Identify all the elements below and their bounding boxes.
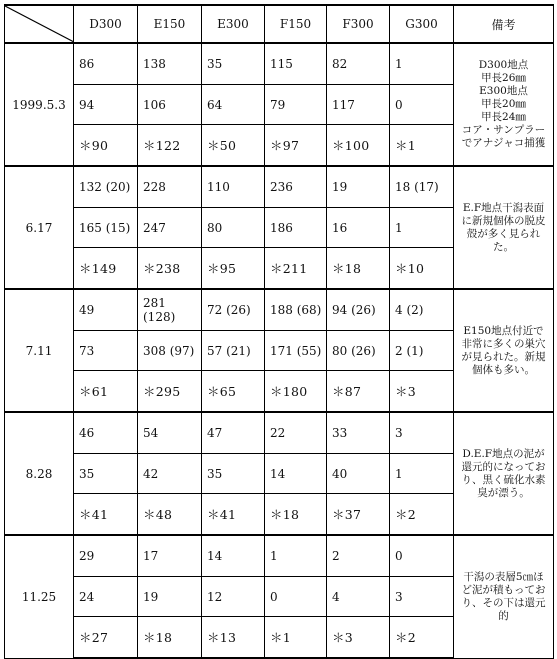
total-cell: ＊122 — [138, 125, 202, 167]
count-cell: 0 — [265, 577, 327, 617]
count-cell: 4 (2) — [390, 289, 454, 331]
count-cell: 94 (26) — [327, 289, 390, 331]
count-cell: 3 — [390, 412, 454, 454]
count-cell: 64 — [202, 85, 265, 125]
table-row — [5, 166, 554, 208]
remarks-line: 個体も多い。 — [472, 363, 535, 376]
count-cell: 308 (97) — [138, 331, 202, 371]
total-cell: ＊3 — [390, 371, 454, 413]
remarks-line: 的 — [498, 609, 509, 622]
remarks-line: り、その下は還元 — [461, 596, 546, 609]
count-cell: 281 (128) — [138, 289, 202, 331]
table-row — [5, 289, 554, 331]
diagonal-line-icon — [5, 6, 74, 42]
count-cell: 247 — [138, 208, 202, 248]
column-header: D300 — [74, 5, 138, 43]
total-cell: ＊95 — [202, 248, 265, 290]
total-cell: ＊41 — [202, 494, 265, 536]
count-cell: 4 — [327, 577, 390, 617]
count-cell: 12 — [202, 577, 265, 617]
date-cell: 7.11 — [5, 289, 74, 412]
remarks-line: 臭が漂う。 — [477, 486, 530, 499]
count-cell: 80 (26) — [327, 331, 390, 371]
total-cell: ＊65 — [202, 371, 265, 413]
count-cell: 19 — [327, 166, 390, 208]
count-cell: 33 — [327, 412, 390, 454]
count-cell: 29 — [74, 535, 138, 577]
count-cell: 19 — [138, 577, 202, 617]
total-cell: ＊27 — [74, 617, 138, 659]
count-cell: 106 — [138, 85, 202, 125]
count-cell: 165 (15) — [74, 208, 138, 248]
date-cell: 11.25 — [5, 535, 74, 658]
count-cell: 2 (1) — [390, 331, 454, 371]
total-cell: ＊61 — [74, 371, 138, 413]
total-cell: ＊1 — [265, 617, 327, 659]
count-cell: 115 — [265, 43, 327, 85]
total-cell: ＊50 — [202, 125, 265, 167]
count-cell: 236 — [265, 166, 327, 208]
date-cell: 6.17 — [5, 166, 74, 289]
remarks-cell — [454, 412, 554, 535]
remarks-line: でアナジャコ捕獲 — [461, 137, 546, 149]
count-cell: 14 — [265, 454, 327, 494]
remarks-header: 備考 — [454, 5, 554, 43]
count-cell: 80 — [202, 208, 265, 248]
survey-table-container — [4, 4, 554, 659]
total-cell: ＊238 — [138, 248, 202, 290]
count-cell: 94 — [74, 85, 138, 125]
count-cell: 1 — [390, 43, 454, 85]
column-header: F300 — [327, 5, 390, 43]
count-cell: 57 (21) — [202, 331, 265, 371]
remarks-line: E150地点付近で — [463, 324, 544, 337]
count-cell: 0 — [390, 535, 454, 577]
count-cell: 46 — [74, 412, 138, 454]
total-cell: ＊48 — [138, 494, 202, 536]
survey-table — [4, 4, 554, 659]
count-cell: 40 — [327, 454, 390, 494]
total-cell: ＊2 — [390, 617, 454, 659]
count-cell: 1 — [390, 454, 454, 494]
count-cell: 22 — [265, 412, 327, 454]
count-cell: 42 — [138, 454, 202, 494]
total-cell: ＊18 — [138, 617, 202, 659]
remarks-line: 還元的になってお — [461, 460, 546, 473]
total-cell: ＊180 — [265, 371, 327, 413]
total-cell: ＊13 — [202, 617, 265, 659]
remarks-line: E300地点 — [479, 85, 528, 97]
count-cell: 24 — [74, 577, 138, 617]
total-cell: ＊18 — [265, 494, 327, 536]
remarks-line: 非常に多くの巣穴 — [461, 337, 546, 350]
remarks-line: 干潟の表層5㎝ほ — [463, 570, 544, 583]
column-header: G300 — [390, 5, 454, 43]
total-cell: ＊1 — [390, 125, 454, 167]
remarks-cell — [454, 289, 554, 412]
total-cell: ＊3 — [327, 617, 390, 659]
header-row — [5, 5, 554, 43]
count-cell: 73 — [74, 331, 138, 371]
table-row — [5, 43, 554, 85]
count-cell: 132 (20) — [74, 166, 138, 208]
total-cell: ＊97 — [265, 125, 327, 167]
count-cell: 14 — [202, 535, 265, 577]
count-cell: 171 (55) — [265, 331, 327, 371]
remarks-line: 甲長24㎜ — [481, 111, 526, 123]
column-header: F150 — [265, 5, 327, 43]
total-cell: ＊18 — [327, 248, 390, 290]
count-cell: 1 — [265, 535, 327, 577]
count-cell: 86 — [74, 43, 138, 85]
remarks-line: た。 — [493, 240, 514, 253]
count-cell: 0 — [390, 85, 454, 125]
remarks-line: り、黒く硫化水素 — [461, 473, 546, 486]
remarks-line: 甲長26㎜ — [481, 72, 526, 84]
total-cell: ＊41 — [74, 494, 138, 536]
count-cell: 49 — [74, 289, 138, 331]
diagonal-corner-cell — [5, 5, 74, 43]
count-cell: 110 — [202, 166, 265, 208]
count-cell: 138 — [138, 43, 202, 85]
remarks-cell — [454, 43, 554, 166]
column-header: E300 — [202, 5, 265, 43]
count-cell: 47 — [202, 412, 265, 454]
date-cell: 8.28 — [5, 412, 74, 535]
count-cell: 79 — [265, 85, 327, 125]
count-cell: 186 — [265, 208, 327, 248]
count-cell: 17 — [138, 535, 202, 577]
count-cell: 16 — [327, 208, 390, 248]
total-cell: ＊149 — [74, 248, 138, 290]
total-cell: ＊295 — [138, 371, 202, 413]
table-row — [5, 535, 554, 577]
count-cell: 35 — [74, 454, 138, 494]
remarks-line: D300地点 — [478, 59, 529, 71]
total-cell: ＊100 — [327, 125, 390, 167]
total-cell: ＊211 — [265, 248, 327, 290]
count-cell: 82 — [327, 43, 390, 85]
count-cell: 1 — [390, 208, 454, 248]
remarks-line: 甲長20㎜ — [481, 98, 526, 110]
remarks-line: コア・サンプラー — [461, 124, 546, 136]
count-cell: 35 — [202, 43, 265, 85]
count-cell: 188 (68) — [265, 289, 327, 331]
remarks-line: 殻が多く見られ — [466, 227, 541, 240]
total-cell: ＊37 — [327, 494, 390, 536]
total-cell: ＊90 — [74, 125, 138, 167]
count-cell: 54 — [138, 412, 202, 454]
remarks-line: D.E.F地点の泥が — [462, 447, 545, 460]
count-cell: 3 — [390, 577, 454, 617]
count-cell: 18 (17) — [390, 166, 454, 208]
remarks-line: に新規個体の脱皮 — [461, 214, 546, 227]
date-cell: 1999.5.3 — [5, 43, 74, 166]
remarks-line: ど泥が積もってお — [461, 583, 546, 596]
total-cell: ＊10 — [390, 248, 454, 290]
remarks-line: E.F地点干潟表面 — [462, 201, 545, 214]
count-cell: 72 (26) — [202, 289, 265, 331]
table-row — [5, 412, 554, 454]
table-body — [5, 43, 554, 658]
count-cell: 117 — [327, 85, 390, 125]
column-header: E150 — [138, 5, 202, 43]
remarks-line: が見られた。新規 — [461, 350, 546, 363]
total-cell: ＊87 — [327, 371, 390, 413]
count-cell: 2 — [327, 535, 390, 577]
remarks-cell — [454, 166, 554, 289]
count-cell: 35 — [202, 454, 265, 494]
total-cell: ＊2 — [390, 494, 454, 536]
count-cell: 228 — [138, 166, 202, 208]
remarks-cell — [454, 535, 554, 658]
